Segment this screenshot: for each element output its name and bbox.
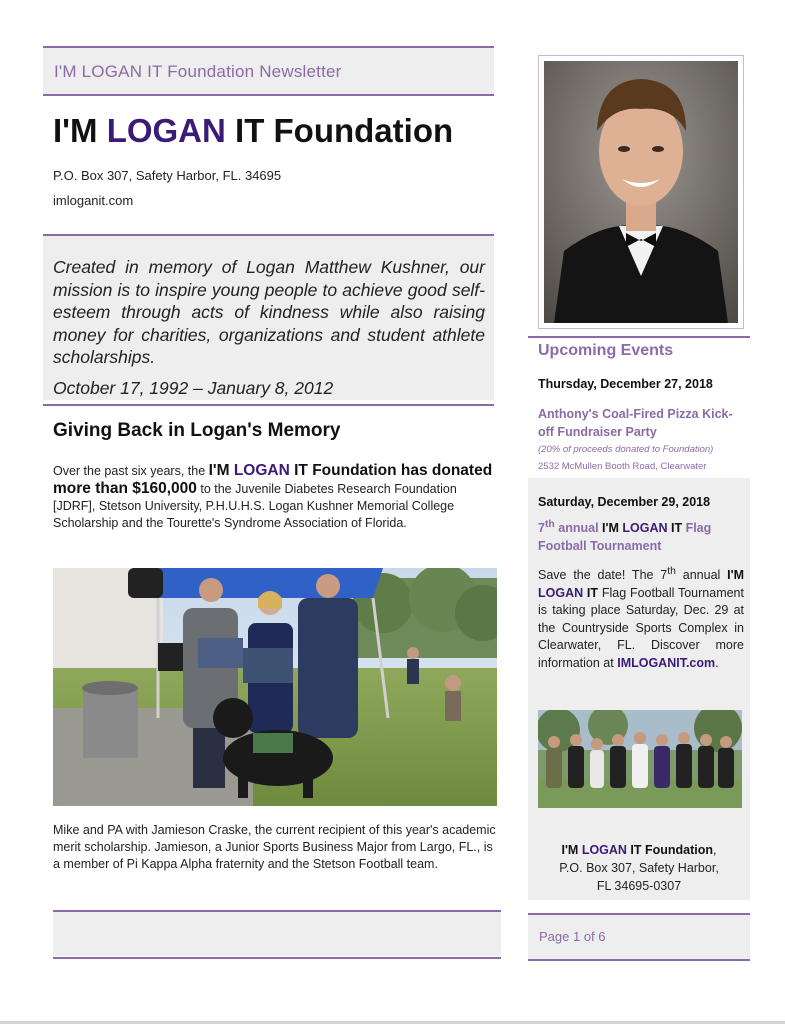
contact-comma: , [713, 843, 717, 857]
org-website-link[interactable]: imloganit.com [53, 193, 134, 208]
org-title [53, 112, 453, 150]
newsletter-label: I'M LOGAN IT Foundation Newsletter [54, 62, 342, 81]
article-org-pre: I'M [208, 462, 234, 479]
newsletter-band [43, 48, 494, 94]
contact-org-post: IT Foundation [626, 843, 714, 857]
article-org-post: IT Foundation has donated more than $160,000 [53, 462, 493, 497]
event2-desc-mid: annual [675, 568, 728, 583]
article-intro-post: to the Juvenile Diabetes Research Foundation [JDRF], Stetson University, P.H.U.H.S. Logan Kushner Memorial College Scholarship and the Tourette's Syndrome Association of Florida. [53, 482, 457, 530]
article-heading: Giving Back in Logan's Memory [53, 420, 341, 441]
event2-ordinal: 7 [538, 521, 545, 536]
org-title-highlight: LOGAN [106, 112, 226, 149]
event2-desc-org-pre: I'M [727, 568, 745, 583]
portrait-image [544, 61, 738, 323]
event2-desc-org-highlight: LOGAN [538, 585, 584, 600]
logan-portrait [544, 61, 738, 323]
page-number-panel [528, 915, 750, 959]
event2-title-post: Flag Football Tournament [538, 521, 712, 554]
event2-desc-end: . [715, 655, 719, 670]
mission-box [43, 236, 494, 400]
footer-left-panel [53, 912, 501, 956]
article-intro-pre: Over the past six years, the [53, 464, 209, 478]
team-photo-image [538, 710, 742, 808]
event1-address: 2532 McMullen Booth Road, Clearwater [538, 461, 707, 472]
event2-desc-org-post: IT [583, 585, 599, 600]
org-title-post: IT Foundation [225, 112, 454, 149]
sidebar-contact [528, 841, 750, 895]
footer-rule-bottom [53, 957, 501, 959]
event2-org-highlight: LOGAN [622, 521, 668, 536]
event2-desc-post: Flag Football Tournament is taking place Saturday, Dec. 29 at the Countryside Sports Complex in Clearwater, FL. Discover more information at [538, 585, 744, 670]
event2-annual: annual [554, 521, 603, 536]
article-org-highlight: LOGAN [233, 462, 290, 479]
event2-org-pre: I'M [602, 521, 623, 536]
page-rule-bottom [528, 959, 750, 961]
event2-org-post: IT [667, 521, 683, 536]
memorial-dates: October 17, 1992 – January 8, 2012 [53, 378, 334, 398]
event2-ordinal-suffix: th [544, 519, 555, 530]
sidebar-contact-org [528, 841, 750, 859]
event1-note: (20% of proceeds donated to Foundation) [538, 444, 714, 455]
event1-title: Anthony's Coal-Fired Pizza Kick-off Fundraiser Party [538, 407, 733, 439]
org-address: P.O. Box 307, Safety Harbor, FL. 34695 [53, 168, 282, 183]
sidebar-contact-line3: FL 34695-0307 [596, 879, 682, 893]
page-number: Page 1 of 6 [539, 929, 606, 944]
scholarship-photo-image [53, 568, 497, 806]
event2-date: Saturday, December 29, 2018 [538, 495, 711, 509]
org-title-pre: I'M [53, 112, 107, 149]
photo-caption: Mike and PA with Jamieson Craske, the current recipient of this year's academic merit scholarship. Jamieson, a Junior Sports Business Major from Largo, FL., is a member of Pi Kappa Alpha fraternity and the Stetson Football team. [53, 823, 496, 871]
mission-statement: Created in memory of Logan Matthew Kushner, our mission is to inspire young people to achieve good self-esteem through acts of kindness while also raising money for charities, organizations and student athlete scholarships. [53, 257, 485, 367]
article-body [53, 462, 493, 532]
contact-org-highlight: LOGAN [581, 843, 627, 857]
header-rule-bottom [43, 94, 494, 96]
event1-date: Thursday, December 27, 2018 [538, 377, 713, 391]
events-rule [528, 336, 750, 338]
event2-title [538, 516, 743, 555]
event2-website-link[interactable]: IMLOGANIT.com [617, 655, 716, 670]
upcoming-events-title: Upcoming Events [538, 342, 674, 359]
event2-desc-sup: th [667, 566, 676, 577]
team-photo [538, 710, 742, 808]
scholarship-photo [53, 568, 497, 806]
sidebar-contact-line2: P.O. Box 307, Safety Harbor, [559, 861, 719, 875]
contact-org-pre: I'M [561, 843, 582, 857]
event2-desc-pre: Save the date! The 7 [538, 568, 668, 583]
portrait-frame [538, 55, 744, 329]
sidebar-event-panel [528, 478, 750, 900]
event2-description [538, 563, 744, 672]
mission-rule-bottom [43, 404, 494, 406]
